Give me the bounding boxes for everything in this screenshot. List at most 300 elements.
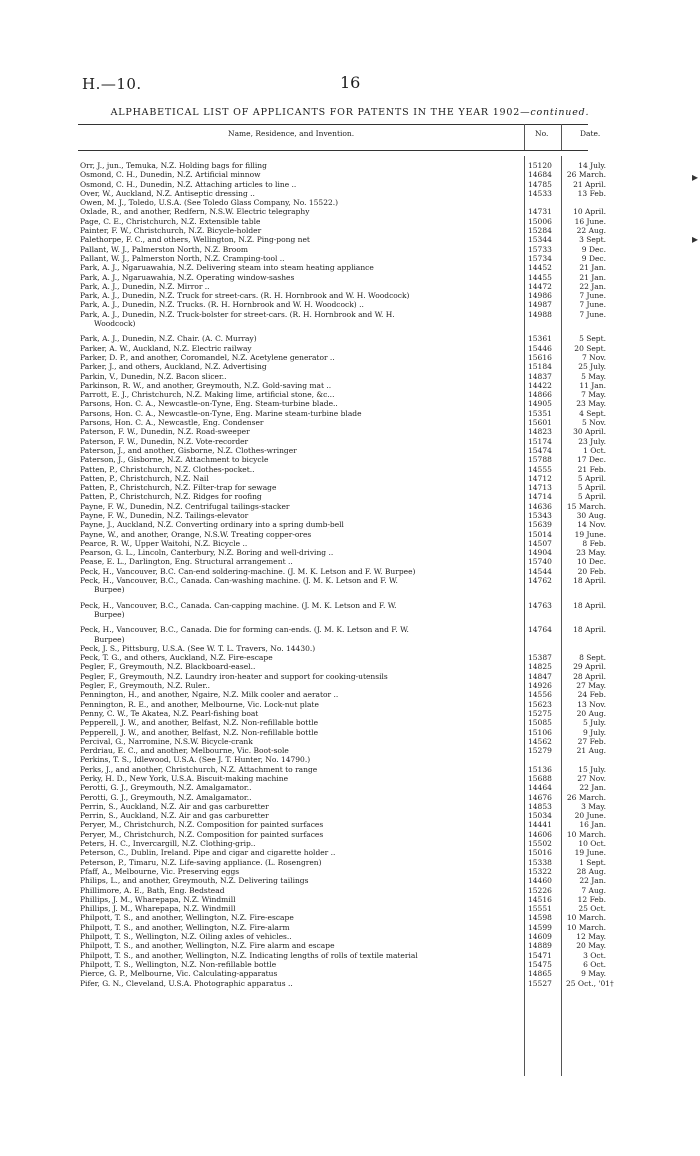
list-item: [0, 681, 700, 690]
application-date: 15 July.: [578, 764, 606, 774]
patent-number: 15733: [528, 244, 552, 254]
list-item: [0, 502, 700, 511]
applicant-entry: Philpott, T. S., and another, Wellington, N.Z. Fire-alarm: [80, 922, 290, 932]
patent-number: 14763: [528, 600, 552, 610]
applicant-entry-continuation: Woodcock): [94, 319, 136, 329]
patent-number: 14516: [528, 894, 552, 904]
applicant-entry: Pease, E. L., Darlington, Eng. Structural arrangement ..: [80, 557, 293, 567]
application-date: 22 Jan.: [579, 281, 606, 291]
list-item: [0, 774, 700, 783]
patent-number: 15322: [528, 866, 552, 876]
application-date: 19 June.: [574, 848, 606, 858]
applicant-entry: Payne, J., Auckland, N.Z. Converting ordinary into a spring dumb-bell: [80, 520, 344, 530]
list-item: [0, 520, 700, 529]
application-date: 27 Nov.: [577, 774, 606, 783]
patent-number: 15351: [528, 408, 552, 418]
patent-number: 14714: [528, 492, 552, 502]
patent-number: 14422: [528, 380, 552, 390]
list-item: [0, 867, 700, 876]
patent-number: 14507: [528, 538, 552, 548]
applicant-entry: Patten, P., Christchurch, N.Z. Ridges for roofing: [80, 492, 262, 502]
patent-number: 14825: [528, 662, 552, 672]
patent-number: 14544: [528, 566, 552, 576]
list-item: [0, 427, 700, 436]
list-item: [0, 811, 700, 820]
list-item: [0, 951, 700, 960]
application-date: 28 Aug.: [576, 866, 606, 876]
applicant-entry: Pepperell, J. W., and another, Belfast, N.Z. Non-refillable bottle: [80, 727, 319, 737]
applicant-entry: Pearson, G. L., Lincoln, Canterbury, N.Z. Boring and well-driving ..: [80, 548, 334, 558]
list-item: [0, 886, 700, 895]
applicant-entry: Parker, J., and others, Auckland, N.Z. Advertising: [80, 362, 267, 372]
patent-number: 15474: [528, 445, 552, 455]
list-item: [0, 830, 700, 839]
list-item: [0, 161, 700, 170]
patent-number: 15014: [528, 529, 552, 539]
applicant-entry: Patten, P., Christchurch, N.Z. Filter-trap for sewage: [80, 483, 277, 493]
application-date: 10 March.: [566, 829, 606, 839]
patent-number: 15740: [528, 557, 552, 567]
application-date: 5 Nov.: [582, 418, 606, 428]
patent-number: 14460: [528, 876, 552, 886]
applicant-entry: Parkinson, R. W., and another, Greymouth, N.Z. Gold-saving mat ..: [80, 380, 332, 390]
applicant-entry: Oxlade, R., and another, Redfern, N.S.W. Electric telegraphy: [80, 207, 310, 217]
application-date: 26 March.: [566, 792, 606, 802]
application-date: 14 July.: [578, 161, 606, 170]
margin-mark: ▸: [691, 232, 698, 246]
patent-number: 15601: [528, 418, 552, 428]
application-date: 7 May.: [581, 390, 606, 400]
patent-number: 15502: [528, 839, 552, 849]
patent-number: 14905: [528, 399, 552, 409]
patent-number: 14464: [528, 783, 552, 793]
applicant-entry-continuation: Burpee): [94, 585, 125, 595]
application-date: 26 March.: [566, 170, 606, 180]
patent-number: 14599: [528, 922, 552, 932]
list-item: [0, 895, 700, 904]
list-item: [0, 344, 700, 353]
patent-number: 14764: [528, 625, 552, 635]
application-date: 9 May.: [581, 969, 606, 979]
application-date: 16 June.: [574, 216, 606, 226]
application-date: 5 May.: [581, 371, 606, 381]
patent-number: 15174: [528, 436, 552, 446]
application-date: 14 Nov.: [577, 520, 606, 530]
patent-number: 15551: [528, 904, 552, 914]
patent-number: 14455: [528, 272, 552, 282]
patent-number: 14986: [528, 291, 552, 301]
list-item: [0, 625, 700, 634]
applicant-entry: Peck, J. S., Pittsburg, U.S.A. (See W. T. L. Travers, No. 14430.): [80, 643, 316, 653]
applicant-list: [0, 161, 700, 988]
application-date: 21 Feb.: [577, 464, 606, 474]
application-date: 30 Aug.: [576, 510, 606, 520]
patent-number: 15387: [528, 653, 552, 663]
applicant-entry-continuation: Burpee): [94, 634, 125, 644]
column-divider-head-2: [561, 124, 562, 150]
applicant-entry: Page, C. E., Christchurch, N.Z. Extensible table: [80, 216, 261, 226]
applicant-entry: Perdriau, E. C., and another, Melbourne, Vic. Boot-sole: [80, 746, 289, 756]
patent-number: 14713: [528, 483, 552, 493]
application-date: 10 Dec.: [577, 557, 606, 567]
application-date: 25 July.: [578, 362, 606, 372]
application-date: 23 May.: [576, 548, 606, 558]
patent-number: 14598: [528, 913, 552, 923]
applicant-entry: Parsons, Hon. C. A., Newcastle-on-Tyne, Eng. Steam-turbine blade..: [80, 399, 338, 409]
application-date: 11 Jan.: [579, 380, 606, 390]
patent-number: 14676: [528, 792, 552, 802]
header-bottom-rule: [78, 150, 588, 151]
patent-number: 15471: [528, 950, 552, 960]
list-item-continuation: [0, 635, 700, 644]
applicant-entry: Pennington, R. E., and another, Melbourne, Vic. Lock-nut plate: [80, 699, 319, 709]
list-item: [0, 170, 700, 179]
applicant-entry: Pegler, F., Greymouth, N.Z. Ruler..: [80, 681, 210, 691]
applicant-entry: Painter, F. W., Christchurch, N.Z. Bicycle-holder: [80, 226, 262, 236]
application-date: 10 March.: [566, 913, 606, 923]
list-item: [0, 820, 700, 829]
applicant-entry: Parsons, Hon. C. A., Newcastle-on-Tyne, Eng. Marine steam-turbine blade: [80, 408, 362, 418]
list-item: [0, 300, 700, 309]
applicant-entry: Park, A. J., Dunedin, N.Z. Trucks. (R. H. Hornbrook and W. H. Woodcock) ..: [80, 300, 364, 310]
list-item: [0, 189, 700, 198]
application-date: 20 June.: [574, 811, 606, 821]
list-item: [0, 700, 700, 709]
list-item: [0, 492, 700, 501]
list-item: [0, 690, 700, 699]
patent-number: 15016: [528, 848, 552, 858]
application-date: 4 Sept.: [579, 408, 606, 418]
applicant-entry: Phillips, J. M., Wharepapa, N.Z. Windmill: [80, 894, 236, 904]
title-continued: continued.: [530, 107, 590, 118]
application-date: 21 Jan.: [579, 263, 606, 273]
patent-number: 15343: [528, 510, 552, 520]
application-date: 21 Aug.: [576, 746, 606, 756]
list-item: [0, 557, 700, 566]
list-item: [0, 601, 700, 610]
application-date: 7 Nov.: [582, 352, 606, 362]
patent-number: 15788: [528, 455, 552, 465]
list-item: [0, 941, 700, 950]
patent-number: 15688: [528, 774, 552, 783]
applicant-entry: Perkins, T. S., Idlewood, U.S.A. (See J. T. Hunter, No. 14790.): [80, 755, 311, 765]
applicant-entry: Paterson, J., and another, Gisborne, N.Z. Clothes-wringer: [80, 445, 297, 455]
applicant-entry: Peck, T. G., and others, Auckland, N.Z. Fire-escape: [80, 653, 273, 663]
application-date: 10 Oct.: [578, 839, 606, 849]
application-date: 21 April.: [573, 179, 606, 189]
patent-number: 15527: [528, 978, 552, 988]
application-date: 9 Dec.: [581, 253, 606, 263]
list-item-continuation: [0, 319, 700, 328]
patent-number: 14988: [528, 309, 552, 319]
patent-number: 14762: [528, 576, 552, 586]
application-date: 5 Sept.: [579, 334, 606, 344]
application-date: 15 March.: [566, 501, 606, 511]
list-item: [0, 446, 700, 455]
applicant-entry: Perrin, S., Auckland, N.Z. Air and gas carburetter: [80, 801, 269, 811]
patent-number: 15184: [528, 362, 552, 372]
list-item: [0, 437, 700, 446]
applicant-entry: Peck, H., Vancouver, B.C. Can-end soldering-machine. (J. M. K. Letson and F. W. Burpee): [80, 566, 416, 576]
application-date: 3 Oct.: [583, 950, 606, 960]
patent-number: 14731: [528, 207, 552, 217]
list-item: [0, 662, 700, 671]
patent-number: 14472: [528, 281, 552, 291]
patent-number: 14452: [528, 263, 552, 273]
applicant-entry: Pennington, H., and another, Ngaire, N.Z. Milk cooler and aerator ..: [80, 690, 339, 700]
page-title: [70, 107, 630, 118]
application-date: 5 April.: [577, 492, 606, 502]
applicant-entry: Perks, J., and another, Christchurch, N.Z. Attachment to range: [80, 764, 318, 774]
patent-number: 15616: [528, 352, 552, 362]
patent-number: 15226: [528, 885, 552, 895]
applicant-entry: Peryer, M., Christchurch, N.Z. Composition for painted surfaces: [80, 829, 324, 839]
list-item: [0, 511, 700, 520]
list-item: [0, 180, 700, 189]
application-date: 7 June.: [579, 309, 606, 319]
applicant-entry: Penny, C. W., Te Akatea, N.Z. Pearl-fishing boat: [80, 708, 259, 718]
list-item: [0, 207, 700, 216]
header-top-rule: [78, 124, 588, 125]
list-item: [0, 848, 700, 857]
patent-number: 15475: [528, 959, 552, 969]
patent-number: 14533: [528, 188, 552, 198]
applicant-entry: Payne, F. W., Dunedin, N.Z. Tailings-elevator: [80, 510, 249, 520]
applicant-entry: Paterson, J., Gisborne, N.Z. Attachment to bicycle: [80, 455, 269, 465]
list-item: [0, 409, 700, 418]
list-item: [0, 372, 700, 381]
application-date: 20 Aug.: [576, 708, 606, 718]
applicant-entry: Pepperell, J. W., and another, Belfast, N.Z. Non-refillable bottle: [80, 718, 319, 728]
patent-number: 14684: [528, 170, 552, 180]
list-item: [0, 783, 700, 792]
applicant-entry: Philpott, T. S., and another, Wellington, N.Z. Fire-escape: [80, 913, 294, 923]
application-date: 18 April.: [573, 600, 606, 610]
list-item: [0, 746, 700, 755]
applicant-entry: Pallant, W. J., Palmerston North, N.Z. Cramping-tool ..: [80, 253, 285, 263]
list-item: [0, 653, 700, 662]
application-date: 1 Oct.: [583, 445, 606, 455]
patent-number: 15639: [528, 520, 552, 530]
column-divider-head-1: [524, 124, 525, 150]
application-date: 20 Sept.: [574, 343, 606, 353]
list-item: [0, 399, 700, 408]
applicant-entry: Park, A. J., Dunedin, N.Z. Mirror ..: [80, 281, 210, 291]
application-date: 7 June.: [579, 300, 606, 310]
patent-number: 14556: [528, 690, 552, 700]
patent-number: 14926: [528, 681, 552, 691]
applicant-entry: Pierce, G. P., Melbourne, Vic. Calculating-apparatus: [80, 969, 278, 979]
list-item: [0, 226, 700, 235]
list-item: [0, 353, 700, 362]
application-date: 20 May.: [576, 941, 606, 951]
application-date: 23 July.: [578, 436, 606, 446]
applicant-entry: Palethorpe, F. C., and others, Wellington, N.Z. Ping-pong net: [80, 235, 310, 245]
list-item: [0, 273, 700, 282]
patent-number: 15338: [528, 857, 552, 867]
list-item: [0, 381, 700, 390]
list-item: [0, 539, 700, 548]
application-date: 1 Sept.: [579, 857, 606, 867]
application-date: 18 April.: [573, 576, 606, 586]
application-date: 7 Aug.: [581, 885, 606, 895]
applicant-entry: Peryer, M., Christchurch, N.Z. Composition for painted surfaces: [80, 820, 324, 830]
column-header-name: Name, Residence, and Invention.: [228, 129, 355, 138]
applicant-entry: Perotti, G. J., Greymouth, N.Z. Amalgamator..: [80, 783, 252, 793]
applicant-entry: Pegler, F., Greymouth, N.Z. Blackboard-easel..: [80, 662, 256, 672]
applicant-entry-continuation: Burpee): [94, 609, 125, 619]
applicant-entry: Payne, F. W., Dunedin, N.Z. Centrifugal tailings-stacker: [80, 501, 290, 511]
list-item: [0, 718, 700, 727]
list-item: [0, 755, 700, 764]
applicant-entry: Pallant, W. J., Palmerston North, N.Z. Broom: [80, 244, 248, 254]
patent-number: 15006: [528, 216, 552, 226]
application-date: 20 Feb.: [577, 566, 606, 576]
patent-number: 15136: [528, 764, 552, 774]
list-item: [0, 390, 700, 399]
applicant-entry: Peck, H., Vancouver, B.C., Canada. Can-washing machine. (J. M. K. Letson and F. W.: [80, 576, 398, 586]
patent-number: 15120: [528, 161, 552, 170]
applicant-entry: Park, A. J., Dunedin, N.Z. Truck-bolster for street-cars. (R. H. Hornbrook and W. H.: [80, 309, 395, 319]
list-item: [0, 979, 700, 988]
patent-number: 14889: [528, 941, 552, 951]
applicant-entry: Pearce, R. W., Upper Waitohi, N.Z. Bicycle ..: [80, 538, 248, 548]
application-date: 6 Oct.: [583, 959, 606, 969]
applicant-entry: Park, A. J., Dunedin, N.Z. Truck for street-cars. (R. H. Hornbrook and W. H. Woodcock): [80, 291, 410, 301]
document-reference: H.—10.: [82, 75, 142, 93]
application-date: 27 Feb.: [577, 736, 606, 746]
applicant-entry: Peck, H., Vancouver, B.C., Canada. Can-capping machine. (J. M. K. Letson and F. W.: [80, 600, 397, 610]
page-number: 16: [340, 73, 361, 92]
list-item: [0, 310, 700, 319]
applicant-entry: Phillips, J. M., Wharepapa, N.Z. Windmill: [80, 904, 236, 914]
application-date: 25 Oct., '01†: [566, 978, 614, 988]
application-date: 8 Sept.: [579, 653, 606, 663]
list-item: [0, 263, 700, 272]
list-item: [0, 530, 700, 539]
list-item: [0, 709, 700, 718]
application-date: 5 July.: [582, 718, 606, 728]
application-date: 27 May.: [576, 681, 606, 691]
application-date: 3 May.: [581, 801, 606, 811]
patent-number: 14636: [528, 501, 552, 511]
applicant-entry: Philpott, T. S., Wellington, N.Z. Non-refillable bottle: [80, 959, 277, 969]
list-item: [0, 923, 700, 932]
patent-number: 14712: [528, 473, 552, 483]
patent-number: 14904: [528, 548, 552, 558]
applicant-entry: Parrott, E. J., Christchurch, N.Z. Making lime, artificial stone, &c...: [80, 390, 335, 400]
application-date: 7 June.: [579, 291, 606, 301]
application-date: 10 March.: [566, 922, 606, 932]
patent-number: 14609: [528, 932, 552, 942]
list-item: [0, 198, 700, 207]
application-date: 16 Jan.: [579, 820, 606, 830]
list-item: [0, 282, 700, 291]
patent-number: 14987: [528, 300, 552, 310]
list-item: [0, 737, 700, 746]
list-item: [0, 576, 700, 585]
applicant-entry: Payne, W., and another, Orange, N.S.W. Treating copper-ores: [80, 529, 312, 539]
application-date: 30 April.: [573, 427, 606, 437]
applicant-entry: Park, A. J., Dunedin, N.Z. Chair. (A. C. Murray): [80, 334, 257, 344]
list-item: [0, 567, 700, 576]
list-item-continuation: [0, 610, 700, 619]
application-date: 25 Oct.: [578, 904, 606, 914]
applicant-entry: Parkin, V., Dunedin, N.Z. Bacon slicer..: [80, 371, 227, 381]
application-date: 22 Jan.: [579, 876, 606, 886]
application-date: 13 Feb.: [577, 188, 606, 198]
patent-number: 14853: [528, 801, 552, 811]
list-item: [0, 932, 700, 941]
application-date: 9 July.: [582, 727, 606, 737]
list-item: [0, 548, 700, 557]
patent-number: 14837: [528, 371, 552, 381]
application-date: 21 Jan.: [579, 272, 606, 282]
applicant-entry: Peterson, C., Dublin, Ireland. Pipe and cigar and cigarette holder ..: [80, 848, 336, 858]
applicant-entry: Pfaff, A., Melbourne, Vic. Preserving eggs: [80, 866, 240, 876]
list-item: [0, 455, 700, 464]
column-header-date: Date.: [580, 129, 601, 138]
list-item: [0, 418, 700, 427]
list-item: [0, 904, 700, 913]
list-item: [0, 291, 700, 300]
applicant-entry: Peters, H. C., Invercargill, N.Z. Clothing-grip..: [80, 839, 256, 849]
list-item: [0, 765, 700, 774]
patent-number: 15361: [528, 334, 552, 344]
application-date: 22 Aug.: [576, 226, 606, 236]
applicant-entry: Orr, J., jun., Temuka, N.Z. Holding bags for filling: [80, 161, 267, 170]
applicant-entry: Parsons, Hon. C. A., Newcastle, Eng. Condenser: [80, 418, 264, 428]
patent-number: 14441: [528, 820, 552, 830]
applicant-entry: Parker, A. W., Auckland, N.Z. Electric railway: [80, 343, 252, 353]
application-date: 8 Feb.: [582, 538, 606, 548]
list-item: [0, 839, 700, 848]
list-item: [0, 802, 700, 811]
list-item: [0, 217, 700, 226]
applicant-entry: Over, W., Auckland, N.Z. Antiseptic dressing ..: [80, 188, 255, 198]
applicant-entry: Percival, G., Narromine, N.S.W. Bicycle-crank: [80, 736, 253, 746]
list-item: [0, 876, 700, 885]
application-date: 22 Jan.: [579, 783, 606, 793]
applicant-entry: Park, A. J., Ngaruawahia, N.Z. Delivering steam into steam heating appliance: [80, 263, 374, 273]
applicant-entry: Philips, L., and another, Greymouth, N.Z. Delivering tailings: [80, 876, 309, 886]
list-item: [0, 235, 700, 244]
application-date: 29 April.: [573, 662, 606, 672]
applicant-entry: Perotti, G. J., Greymouth, N.Z. Amalgamator..: [80, 792, 252, 802]
applicant-entry: Owen, M. J., Toledo, U.S.A. (See Toledo Glass Company, No. 15522.): [80, 198, 339, 208]
patent-number: 15734: [528, 253, 552, 263]
application-date: 17 Dec.: [577, 455, 606, 465]
patent-number: 14865: [528, 969, 552, 979]
applicant-entry: Patten, P., Christchurch, N.Z. Nail: [80, 473, 209, 483]
list-item: [0, 334, 700, 343]
applicant-entry: Paterson, F. W., Dunedin, N.Z. Road-sweeper: [80, 427, 250, 437]
list-item: [0, 728, 700, 737]
application-date: 18 April.: [573, 625, 606, 635]
list-item: [0, 672, 700, 681]
application-date: 23 May.: [576, 399, 606, 409]
list-item: [0, 644, 700, 653]
list-item: [0, 245, 700, 254]
patent-number: 15446: [528, 343, 552, 353]
margin-mark: ▸: [691, 170, 698, 184]
application-date: 12 May.: [576, 932, 606, 942]
patent-number: 15284: [528, 226, 552, 236]
application-date: 28 April.: [573, 671, 606, 681]
title-main: ALPHABETICAL LIST OF APPLICANTS FOR PATENTS IN THE YEAR 1902—: [110, 107, 531, 118]
application-date: 13 Nov.: [577, 699, 606, 709]
applicant-entry: Parker, D. P., and another, Coromandel, N.Z. Acetylene generator ..: [80, 352, 335, 362]
